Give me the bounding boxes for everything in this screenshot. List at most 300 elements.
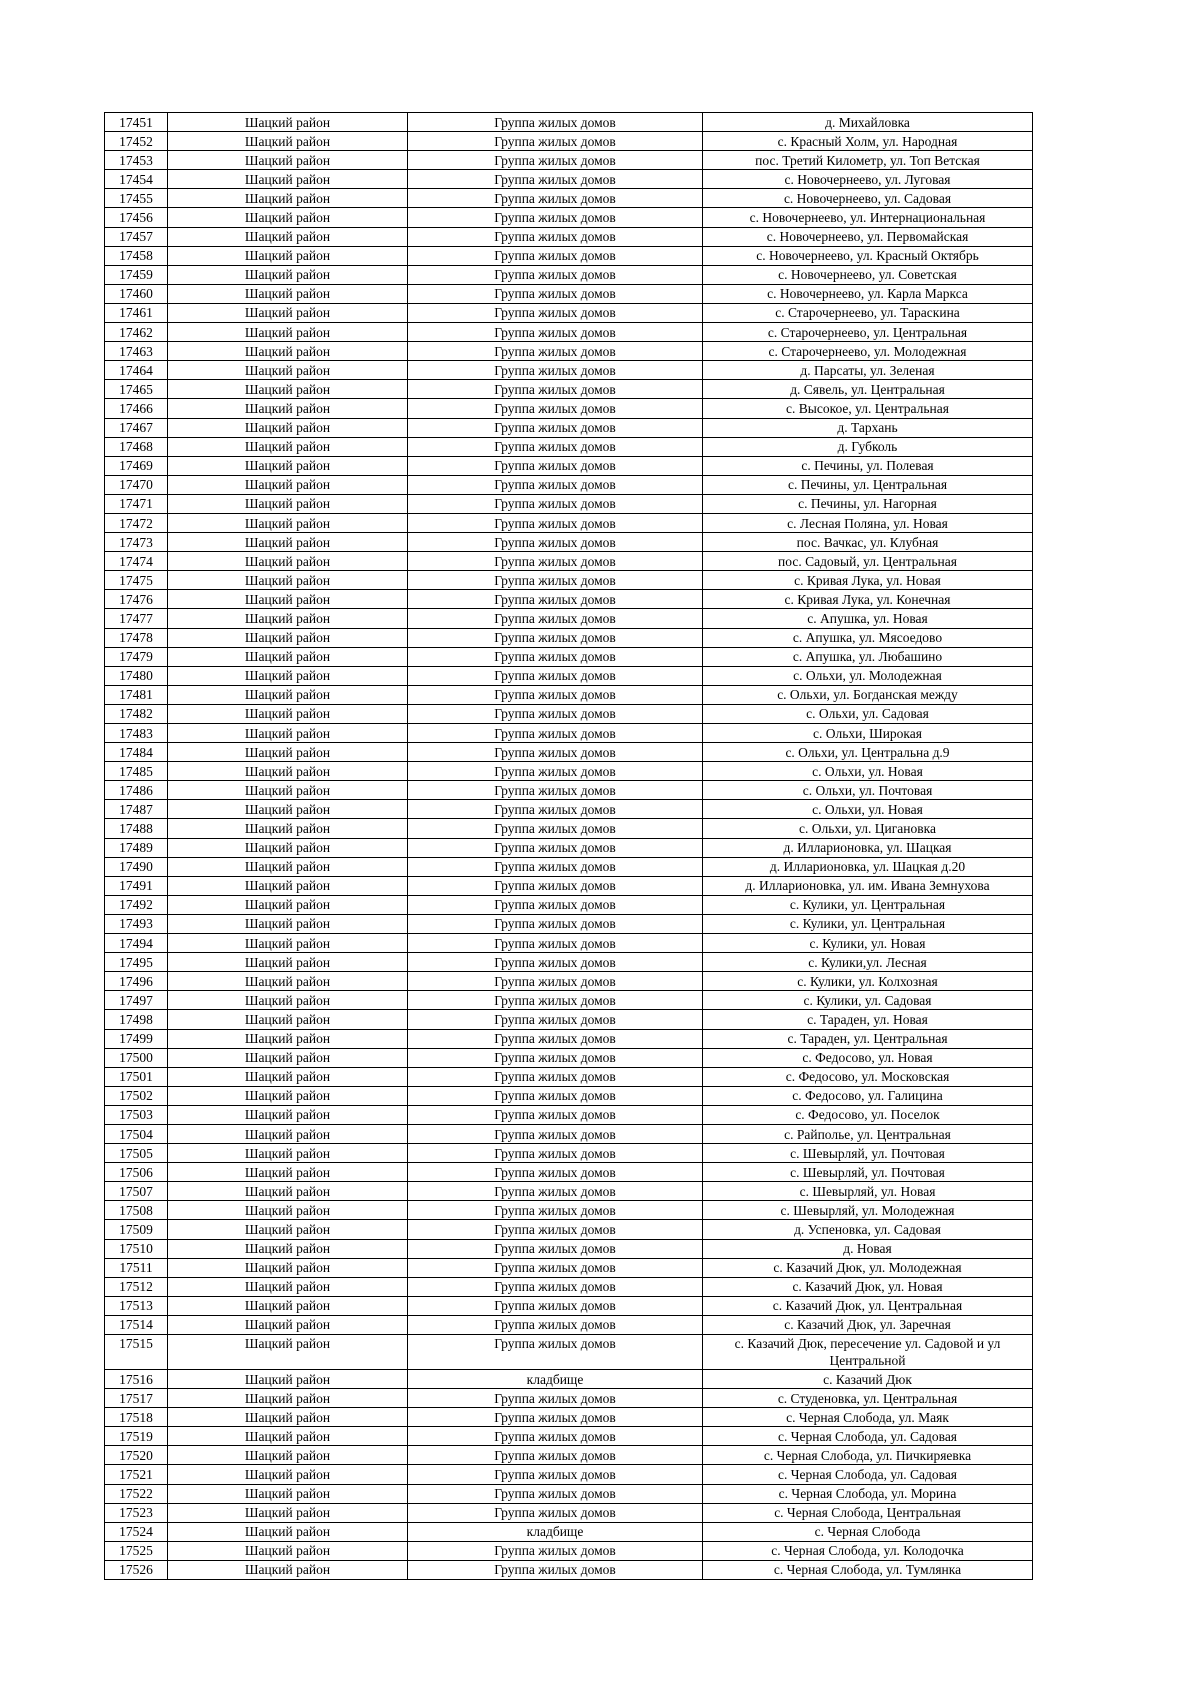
cell-address: с. Тараден, ул. Новая [703,1010,1033,1029]
table-row [105,1389,1033,1408]
cell-number: 17468 [105,437,168,456]
cell-object-type: Группа жилых домов [408,1124,703,1143]
cell-district: Шацкий район [168,1105,408,1124]
cell-object-type: Группа жилых домов [408,1163,703,1182]
cell-object-type: Группа жилых домов [408,1220,703,1239]
cell-object-type: Группа жилых домов [408,1029,703,1048]
cell-address: пос. Третий Километр, ул. Топ Ветская [703,151,1033,170]
table-row [105,113,1033,132]
table-row [105,724,1033,743]
cell-address: с. Ольхи, ул. Садовая [703,704,1033,723]
cell-address: с. Студеновка, ул. Центральная [703,1389,1033,1408]
cell-object-type: Группа жилых домов [408,1239,703,1258]
table-row [105,552,1033,571]
cell-district: Шацкий район [168,609,408,628]
cell-number: 17496 [105,972,168,991]
cell-district: Шацкий район [168,1086,408,1105]
cell-address: с. Казачий Дюк [703,1370,1033,1389]
table-row [105,1408,1033,1427]
cell-number: 17474 [105,552,168,571]
cell-address: с. Кривая Лука, ул. Конечная [703,590,1033,609]
table-row [105,1086,1033,1105]
cell-district: Шацкий район [168,380,408,399]
cell-number: 17509 [105,1220,168,1239]
cell-number: 17464 [105,361,168,380]
cell-address: с. Черная Слобода, ул. Колодочка [703,1541,1033,1560]
table-row [105,1335,1033,1370]
table-row [105,1522,1033,1541]
cell-district: Шацкий район [168,303,408,322]
cell-district: Шацкий район [168,1124,408,1143]
cell-object-type: Группа жилых домов [408,1010,703,1029]
cell-number: 17508 [105,1201,168,1220]
table-row [105,666,1033,685]
cell-address: с. Кулики, ул. Центральная [703,895,1033,914]
cell-address: с. Черная Слобода, ул. Садовая [703,1427,1033,1446]
table-row [105,1105,1033,1124]
cell-number: 17479 [105,647,168,666]
cell-district: Шацкий район [168,819,408,838]
table-row [105,1277,1033,1296]
table-row [105,685,1033,704]
cell-object-type: Группа жилых домов [408,819,703,838]
cell-district: Шацкий район [168,265,408,284]
cell-address: с. Печины, ул. Нагорная [703,494,1033,513]
cell-district: Шацкий район [168,208,408,227]
cell-district: Шацкий район [168,571,408,590]
cell-object-type: Группа жилых домов [408,380,703,399]
cell-district: Шацкий район [168,800,408,819]
cell-address: с. Новочернеево, ул. Интернациональная [703,208,1033,227]
table-row [105,1144,1033,1163]
cell-number: 17497 [105,991,168,1010]
cell-object-type: Группа жилых домов [408,1105,703,1124]
cell-address: д. Илларионовка, ул. им. Ивана Земнухова [703,876,1033,895]
cell-district: Шацкий район [168,418,408,437]
cell-address: с. Ольхи, ул. Центральна д.9 [703,743,1033,762]
cell-number: 17486 [105,781,168,800]
cell-district: Шацкий район [168,895,408,914]
cell-object-type: Группа жилых домов [408,151,703,170]
cell-object-type: Группа жилых домов [408,1484,703,1503]
cell-district: Шацкий район [168,1277,408,1296]
cell-number: 17519 [105,1427,168,1446]
cell-number: 17473 [105,533,168,552]
cell-number: 17467 [105,418,168,437]
cell-district: Шацкий район [168,1144,408,1163]
table-row [105,1296,1033,1315]
cell-object-type: Группа жилых домов [408,475,703,494]
cell-address: с. Новочернеево, ул. Садовая [703,189,1033,208]
cell-number: 17481 [105,685,168,704]
cell-object-type: Группа жилых домов [408,1503,703,1522]
table-row [105,571,1033,590]
cell-object-type: Группа жилых домов [408,1315,703,1334]
table-row [105,1446,1033,1465]
cell-district: Шацкий район [168,361,408,380]
cell-object-type: Группа жилых домов [408,647,703,666]
table-row [105,1124,1033,1143]
cell-number: 17458 [105,246,168,265]
cell-object-type: кладбище [408,1522,703,1541]
cell-number: 17460 [105,284,168,303]
cell-district: Шацкий район [168,647,408,666]
table-row [105,418,1033,437]
cell-number: 17515 [105,1335,168,1370]
cell-number: 17495 [105,953,168,972]
cell-address: с. Старочернеево, ул. Тараскина [703,303,1033,322]
table-row [105,208,1033,227]
cell-address: с. Казачий Дюк, пересечение ул. Садовой и ул Центральной [703,1335,1033,1370]
cell-number: 17499 [105,1029,168,1048]
cell-district: Шацкий район [168,628,408,647]
cell-object-type: Группа жилых домов [408,1182,703,1201]
table-row [105,1484,1033,1503]
cell-district: Шацкий район [168,1484,408,1503]
cell-object-type: Группа жилых домов [408,1144,703,1163]
cell-object-type: Группа жилых домов [408,1560,703,1579]
table-row [105,972,1033,991]
table-row [105,1220,1033,1239]
cell-number: 17469 [105,456,168,475]
table-row [105,1541,1033,1560]
cell-number: 17522 [105,1484,168,1503]
cell-number: 17485 [105,762,168,781]
cell-address: д. Тархань [703,418,1033,437]
cell-district: Шацкий район [168,1389,408,1408]
cell-district: Шацкий район [168,934,408,953]
cell-number: 17487 [105,800,168,819]
cell-number: 17492 [105,895,168,914]
cell-address: с. Кулики, ул. Садовая [703,991,1033,1010]
cell-number: 17504 [105,1124,168,1143]
cell-object-type: Группа жилых домов [408,972,703,991]
table-row [105,704,1033,723]
cell-address: с. Райполье, ул. Центральная [703,1124,1033,1143]
cell-number: 17514 [105,1315,168,1334]
cell-object-type: Группа жилых домов [408,609,703,628]
cell-address: с. Федосово, ул. Московская [703,1067,1033,1086]
table-row [105,513,1033,532]
table-row [105,1201,1033,1220]
table-row [105,1010,1033,1029]
cell-object-type: Группа жилых домов [408,132,703,151]
table-row [105,876,1033,895]
cell-address: с. Ольхи, Широкая [703,724,1033,743]
cell-district: Шацкий район [168,1408,408,1427]
cell-district: Шацкий район [168,724,408,743]
cell-address: с. Черная Слобода, ул. Тумлянка [703,1560,1033,1579]
cell-address: с. Красный Холм, ул. Народная [703,132,1033,151]
cell-district: Шацкий район [168,876,408,895]
table-row [105,590,1033,609]
cell-district: Шацкий район [168,1560,408,1579]
cell-district: Шацкий район [168,1220,408,1239]
table-row [105,1315,1033,1334]
cell-number: 17507 [105,1182,168,1201]
cell-address: д. Михайловка [703,113,1033,132]
cell-address: с. Шевырляй, ул. Почтовая [703,1144,1033,1163]
cell-address: с. Старочернеево, ул. Центральная [703,323,1033,342]
cell-object-type: Группа жилых домов [408,724,703,743]
table-row [105,800,1033,819]
cell-number: 17477 [105,609,168,628]
table-row [105,628,1033,647]
cell-number: 17501 [105,1067,168,1086]
cell-district: Шацкий район [168,246,408,265]
address-table [104,112,1033,1580]
cell-district: Шацкий район [168,1522,408,1541]
table-row [105,189,1033,208]
cell-object-type: Группа жилых домов [408,1389,703,1408]
table-row [105,1067,1033,1086]
cell-district: Шацкий район [168,552,408,571]
cell-address: с. Черная Слобода, ул. Маяк [703,1408,1033,1427]
cell-number: 17518 [105,1408,168,1427]
cell-district: Шацкий район [168,227,408,246]
cell-object-type: Группа жилых домов [408,1277,703,1296]
cell-address: д. Парсаты, ул. Зеленая [703,361,1033,380]
cell-district: Шацкий район [168,533,408,552]
cell-address: пос. Вачкас, ул. Клубная [703,533,1033,552]
table-row [105,819,1033,838]
cell-address: с. Федосово, ул. Новая [703,1048,1033,1067]
cell-district: Шацкий район [168,1239,408,1258]
cell-address: д. Новая [703,1239,1033,1258]
table-row [105,132,1033,151]
cell-object-type: Группа жилых домов [408,934,703,953]
cell-district: Шацкий район [168,170,408,189]
cell-number: 17526 [105,1560,168,1579]
table-row [105,1182,1033,1201]
cell-district: Шацкий район [168,342,408,361]
cell-number: 17511 [105,1258,168,1277]
cell-address: с. Черная Слобода, ул. Садовая [703,1465,1033,1484]
cell-address: д. Сявель, ул. Центральная [703,380,1033,399]
cell-number: 17465 [105,380,168,399]
table-row [105,151,1033,170]
cell-object-type: Группа жилых домов [408,265,703,284]
cell-number: 17478 [105,628,168,647]
cell-district: Шацкий район [168,972,408,991]
cell-address: с. Ольхи, ул. Молодежная [703,666,1033,685]
cell-district: Шацкий район [168,132,408,151]
cell-object-type: Группа жилых домов [408,953,703,972]
cell-district: Шацкий район [168,1258,408,1277]
cell-object-type: Группа жилых домов [408,113,703,132]
table-row [105,380,1033,399]
cell-district: Шацкий район [168,399,408,418]
cell-object-type: Группа жилых домов [408,1296,703,1315]
cell-district: Шацкий район [168,323,408,342]
table-row [105,914,1033,933]
cell-object-type: Группа жилых домов [408,399,703,418]
cell-district: Шацкий район [168,1465,408,1484]
cell-number: 17456 [105,208,168,227]
cell-object-type: Группа жилых домов [408,571,703,590]
cell-object-type: Группа жилых домов [408,781,703,800]
cell-number: 17520 [105,1446,168,1465]
cell-number: 17484 [105,743,168,762]
cell-number: 17470 [105,475,168,494]
table-row [105,1239,1033,1258]
cell-district: Шацкий район [168,189,408,208]
cell-object-type: Группа жилых домов [408,1067,703,1086]
table-row [105,456,1033,475]
cell-address: с. Казачий Дюк, ул. Центральная [703,1296,1033,1315]
cell-number: 17517 [105,1389,168,1408]
table-row [105,781,1033,800]
cell-object-type: Группа жилых домов [408,456,703,475]
table-row [105,1503,1033,1522]
cell-number: 17523 [105,1503,168,1522]
cell-district: Шацкий район [168,151,408,170]
cell-address: с. Новочернеево, ул. Карла Маркса [703,284,1033,303]
cell-address: с. Ольхи, ул. Циганoвка [703,819,1033,838]
cell-object-type: Группа жилых домов [408,1408,703,1427]
table-row [105,743,1033,762]
cell-address: с. Черная Слобода, ул. Морина [703,1484,1033,1503]
cell-district: Шацкий район [168,590,408,609]
cell-district: Шацкий район [168,1029,408,1048]
cell-object-type: Группа жилых домов [408,991,703,1010]
cell-address: с. Печины, ул. Полевая [703,456,1033,475]
cell-object-type: Группа жилых домов [408,800,703,819]
cell-number: 17498 [105,1010,168,1029]
cell-district: Шацкий район [168,1296,408,1315]
table-row [105,437,1033,456]
table-row [105,361,1033,380]
cell-number: 17510 [105,1239,168,1258]
cell-address: с. Апушка, ул. Любашино [703,647,1033,666]
cell-number: 17521 [105,1465,168,1484]
cell-address: с. Федосово, ул. Галицина [703,1086,1033,1105]
table-row [105,857,1033,876]
table-row [105,1427,1033,1446]
table-row [105,647,1033,666]
cell-object-type: Группа жилых домов [408,704,703,723]
cell-address: с. Кулики, ул. Новая [703,934,1033,953]
table-row [105,934,1033,953]
table-row [105,342,1033,361]
cell-number: 17505 [105,1144,168,1163]
table-row [105,1560,1033,1579]
cell-address: с. Новочернеево, ул. Советская [703,265,1033,284]
cell-address: с. Печины, ул. Центральная [703,475,1033,494]
cell-object-type: Группа жилых домов [408,1258,703,1277]
cell-district: Шацкий район [168,456,408,475]
table-row [105,303,1033,322]
cell-number: 17451 [105,113,168,132]
cell-object-type: Группа жилых домов [408,1086,703,1105]
cell-address: с. Апушка, ул. Мясоедово [703,628,1033,647]
cell-district: Шацкий район [168,953,408,972]
cell-district: Шацкий район [168,1446,408,1465]
table-row [105,991,1033,1010]
table-row [105,246,1033,265]
table-row [105,1029,1033,1048]
cell-object-type: Группа жилых домов [408,284,703,303]
cell-address: с. Лесная Поляна, ул. Новая [703,513,1033,532]
cell-address: с. Кулики,ул. Лесная [703,953,1033,972]
cell-address: с. Черная Слобода, Центральная [703,1503,1033,1522]
cell-district: Шацкий район [168,1503,408,1522]
cell-object-type: Группа жилых домов [408,590,703,609]
cell-object-type: Группа жилых домов [408,628,703,647]
cell-address: с. Новочернеево, ул. Первомайская [703,227,1033,246]
cell-object-type: Группа жилых домов [408,666,703,685]
table-row [105,838,1033,857]
cell-address: с. Высокое, ул. Центральная [703,399,1033,418]
cell-district: Шацкий район [168,743,408,762]
cell-object-type: Группа жилых домов [408,1048,703,1067]
cell-address: с. Ольхи, ул. Почтовая [703,781,1033,800]
cell-object-type: Группа жилых домов [408,437,703,456]
table-row [105,494,1033,513]
cell-object-type: Группа жилых домов [408,494,703,513]
cell-address: с. Шевырляй, ул. Почтовая [703,1163,1033,1182]
cell-number: 17455 [105,189,168,208]
cell-number: 17471 [105,494,168,513]
cell-district: Шацкий район [168,838,408,857]
cell-address: пос. Садовый, ул. Центральная [703,552,1033,571]
table-row [105,1258,1033,1277]
cell-district: Шацкий район [168,284,408,303]
cell-district: Шацкий район [168,1182,408,1201]
table-row [105,1163,1033,1182]
cell-district: Шацкий район [168,494,408,513]
cell-object-type: Группа жилых домов [408,1335,703,1370]
table-row [105,895,1033,914]
table-row [105,323,1033,342]
cell-number: 17480 [105,666,168,685]
cell-object-type: Группа жилых домов [408,533,703,552]
cell-number: 17512 [105,1277,168,1296]
table-row [105,1048,1033,1067]
cell-object-type: Группа жилых домов [408,227,703,246]
cell-object-type: Группа жилых домов [408,1541,703,1560]
cell-number: 17516 [105,1370,168,1389]
cell-object-type: Группа жилых домов [408,1201,703,1220]
table-row [105,475,1033,494]
cell-address: д. Илларионовка, ул. Шацкая [703,838,1033,857]
cell-number: 17500 [105,1048,168,1067]
cell-object-type: Группа жилых домов [408,170,703,189]
cell-number: 17506 [105,1163,168,1182]
cell-district: Шацкий район [168,1427,408,1446]
cell-object-type: Группа жилых домов [408,838,703,857]
cell-object-type: Группа жилых домов [408,1465,703,1484]
cell-district: Шацкий район [168,781,408,800]
cell-district: Шацкий район [168,666,408,685]
table-row [105,1370,1033,1389]
table-row [105,1465,1033,1484]
cell-number: 17454 [105,170,168,189]
cell-address: с. Черная Слобода, ул. Пичкиряевка [703,1446,1033,1465]
table-row [105,170,1033,189]
cell-number: 17475 [105,571,168,590]
cell-number: 17483 [105,724,168,743]
cell-number: 17452 [105,132,168,151]
cell-district: Шацкий район [168,914,408,933]
cell-address: с. Шевырляй, ул. Молодежная [703,1201,1033,1220]
cell-district: Шацкий район [168,513,408,532]
cell-district: Шацкий район [168,991,408,1010]
cell-object-type: Группа жилых домов [408,1427,703,1446]
cell-number: 17461 [105,303,168,322]
cell-address: д. Успеновка, ул. Садовая [703,1220,1033,1239]
table-row [105,953,1033,972]
